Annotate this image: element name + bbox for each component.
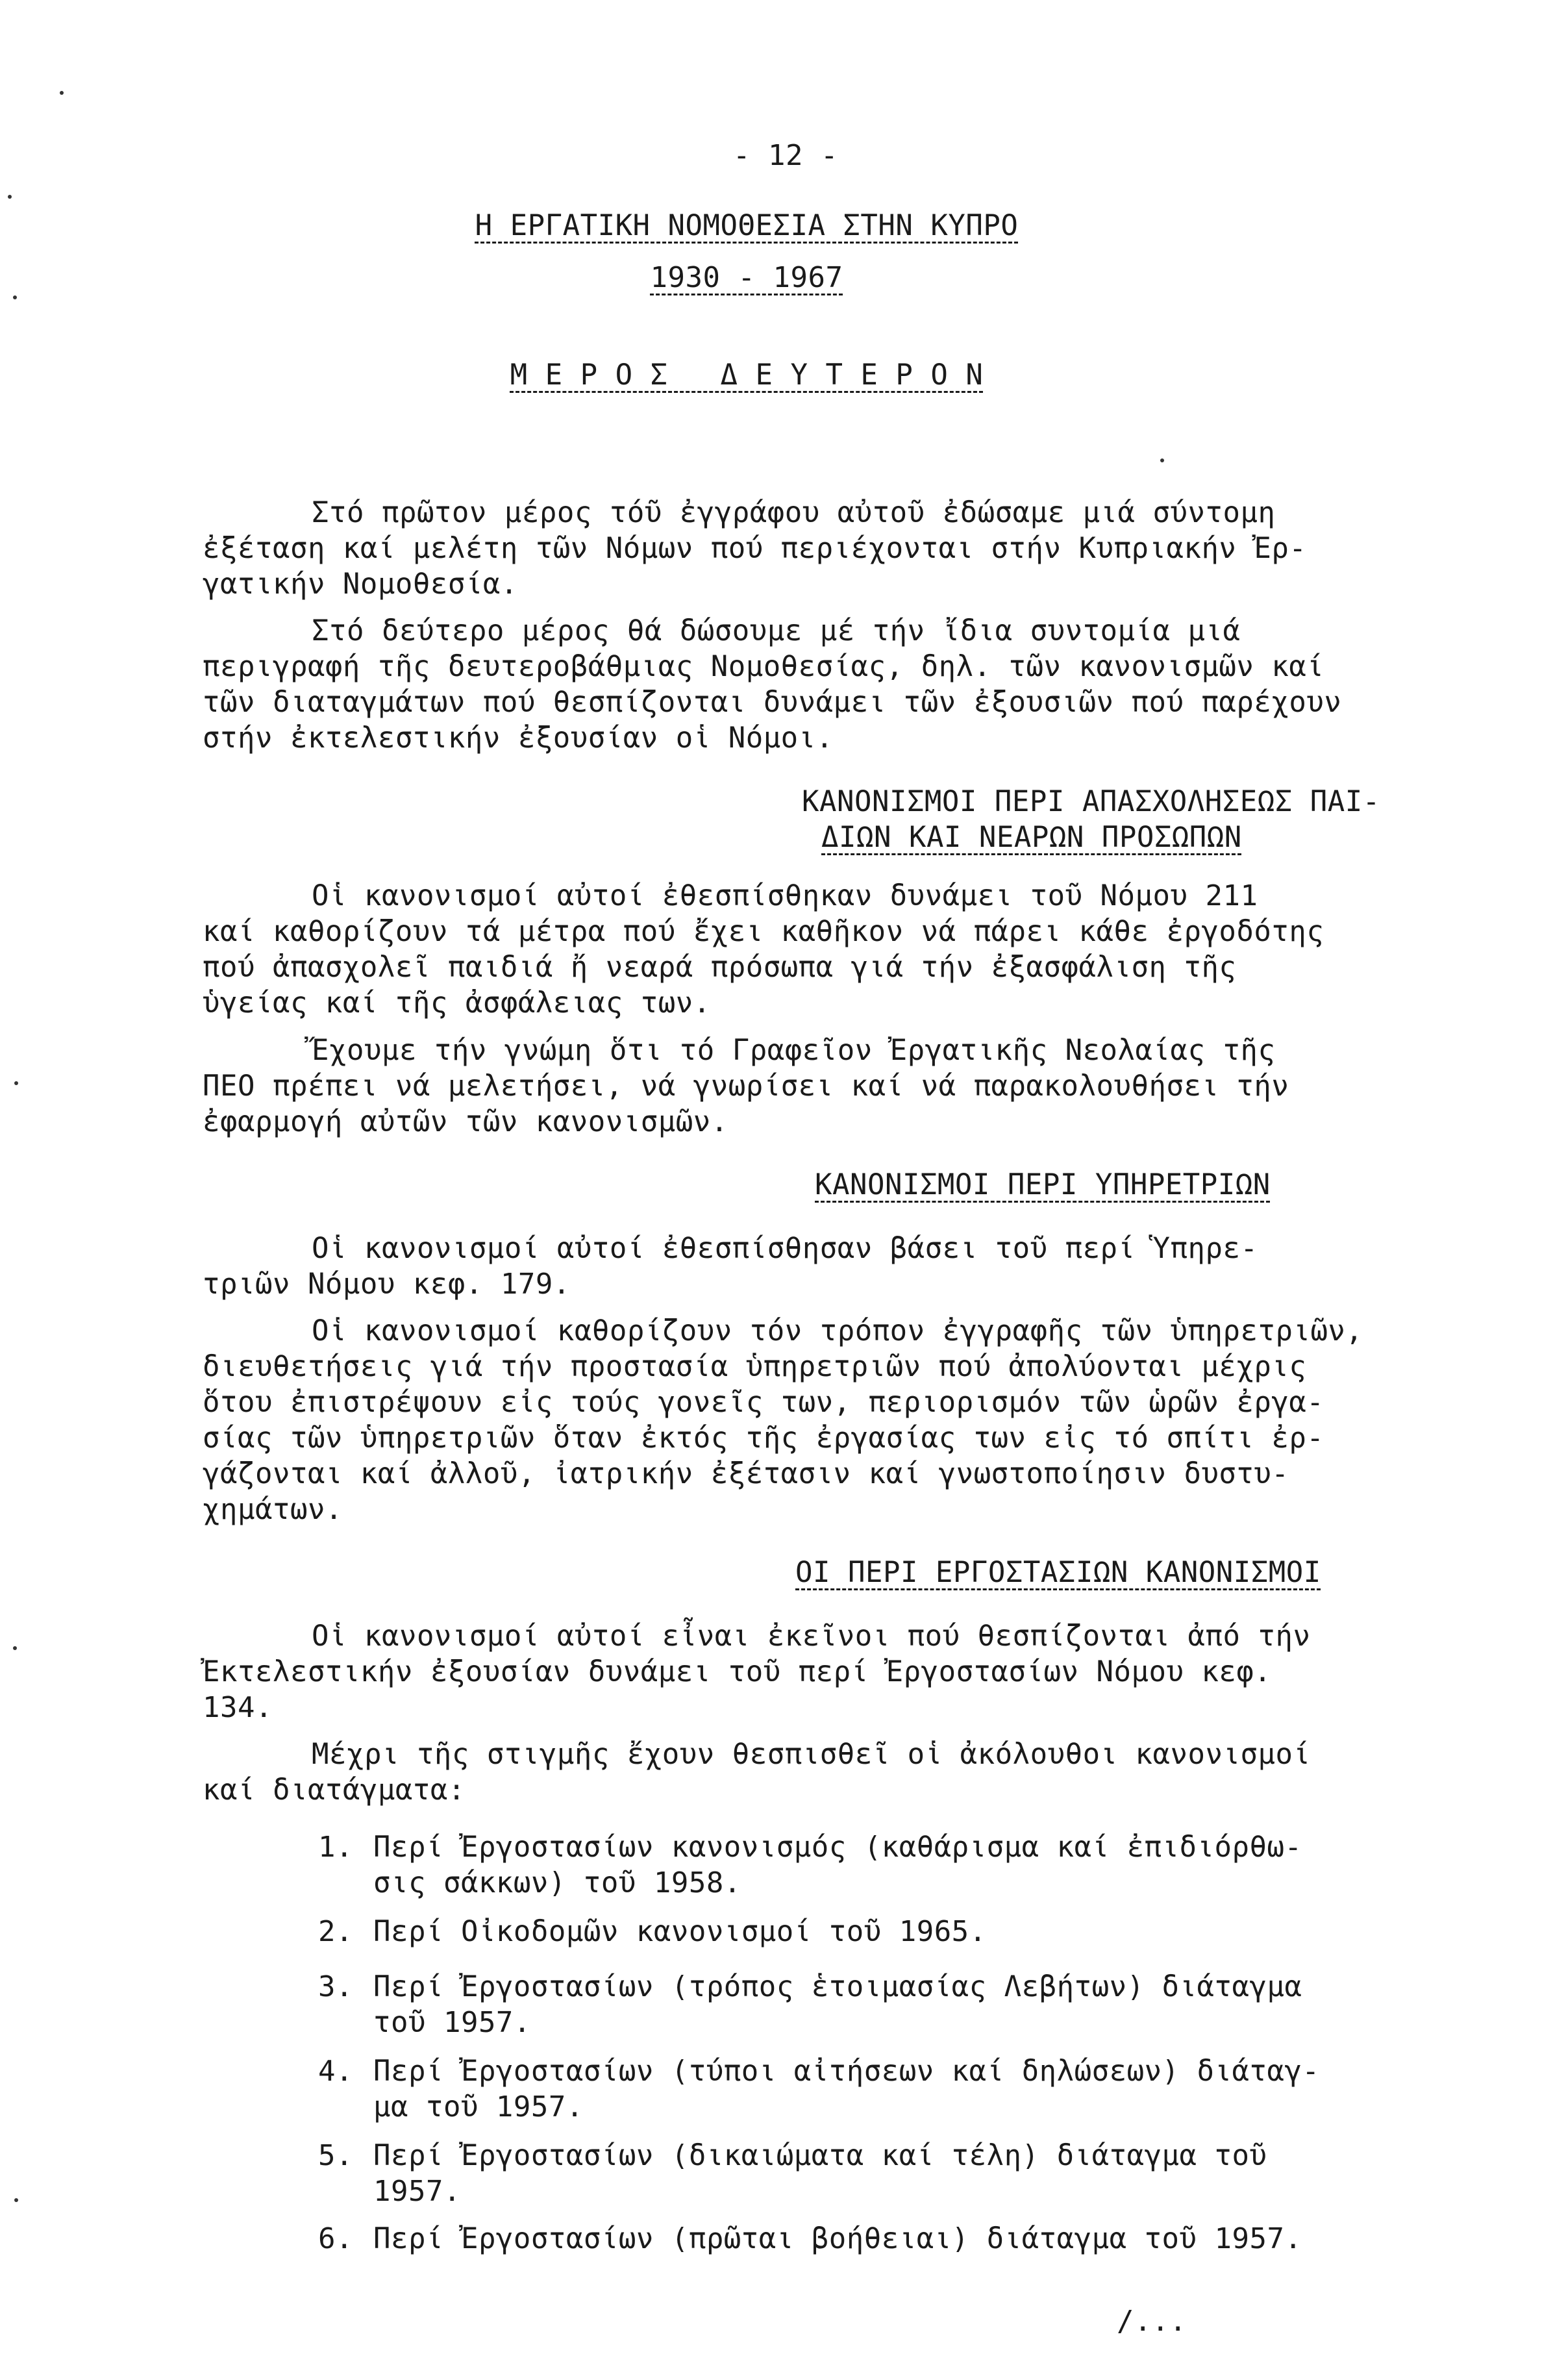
text-line: Μέχρι τῆς στιγμῆς ἔχουν θεσπισθεῖ οἱ ἀκόλουθοι κανονισμοί xyxy=(312,1738,1311,1771)
scan-speck xyxy=(14,2198,18,2202)
text-line: μα τοῦ 1957. xyxy=(373,2090,584,2123)
text-line: Οἱ κανονισμοί αὐτοί ἐθεσπίσθηκαν δυνάμει τοῦ Νόμου 211 xyxy=(312,879,1258,912)
text-line: τῶν διαταγμάτων πού θεσπίζονται δυνάμει τῶν ἐξουσιῶν πού παρέχουν xyxy=(203,686,1342,719)
section-heading: ΔΙΩΝ ΚΑΙ ΝΕΑΡΩΝ ΠΡΟΣΩΠΩΝ xyxy=(821,821,1242,854)
text-line: Περί Ἐργοστασίων (τύποι αἰτήσεων καί δηλώσεων) διάταγ- xyxy=(373,2055,1320,2088)
text-line: διευθετήσεις γιά τήν προστασία ὑπηρετριῶν πού ἀπολύονται μέχρις xyxy=(203,1350,1307,1383)
text-line: πού ἀπασχολεῖ παιδιά ἤ νεαρά πρόσωπα γιά τήν ἐξασφάλιση τῆς xyxy=(203,951,1237,984)
text-line: Οἱ κανονισμοί αὐτοί ἐθεσπίσθησαν βάσει τοῦ περί Ὑπηρε- xyxy=(312,1232,1258,1265)
text-line: 134. xyxy=(203,1691,273,1724)
part-heading: Μ Ε Ρ Ο Σ Δ Ε Υ Τ Ε Ρ Ο Ν xyxy=(510,358,984,392)
text-line: στήν ἐκτελεστικήν ἐξουσίαν οἱ Νόμοι. xyxy=(203,721,834,755)
section-heading: ΟΙ ΠΕΡΙ ΕΡΓΟΣΤΑΣΙΩΝ ΚΑΝΟΝΙΣΜΟΙ xyxy=(795,1556,1321,1589)
text-line: Οἱ κανονισμοί καθορίζουν τόν τρόπον ἐγγραφῆς τῶν ὑπηρετριῶν, xyxy=(312,1314,1363,1347)
text-line: ὑγείας καί τῆς ἀσφάλειας των. xyxy=(203,986,711,1020)
scan-speck xyxy=(60,91,64,95)
text-line: χημάτων. xyxy=(203,1493,343,1526)
text-line: Περί Ἐργοστασίων (τρόπος ἑτοιμασίας Λεβήτων) διάταγμα xyxy=(373,1970,1302,2003)
list-item-number: 4. xyxy=(318,2055,353,2088)
document-years: 1930 - 1967 xyxy=(650,261,843,294)
scan-speck xyxy=(13,295,17,299)
text-line: Περί Ἐργοστασίων κανονισμός (καθάρισμα καί ἐπιδιόρθω- xyxy=(373,1831,1302,1864)
text-line: ΠΕΟ πρέπει νά μελετήσει, νά γνωρίσει καί νά παρακολουθήσει τήν xyxy=(203,1070,1289,1103)
text-line: Περί Ἐργοστασίων (πρῶται βοήθειαι) διάταγμα τοῦ 1957. xyxy=(373,2222,1302,2255)
text-line: Ἔχουμε τήν γνώμη ὅτι τό Γραφεῖον Ἐργατικῆς Νεολαίας τῆς xyxy=(312,1034,1276,1067)
page-number: - 12 - xyxy=(733,139,838,172)
text-line: σις σάκκων) τοῦ 1958. xyxy=(373,1866,741,1899)
text-line: περιγραφή τῆς δευτεροβάθμιας Νομοθεσίας, δηλ. τῶν κανονισμῶν καί xyxy=(203,650,1324,683)
text-line: τριῶν Νόμου κεφ. 179. xyxy=(203,1268,571,1301)
text-line: 1957. xyxy=(373,2175,461,2208)
list-item-number: 2. xyxy=(318,1915,353,1948)
continuation-mark: /... xyxy=(1117,2305,1187,2338)
text-line: σίας τῶν ὑπηρετριῶν ὅταν ἐκτός τῆς ἐργασίας των εἰς τό σπίτι ἐρ- xyxy=(203,1422,1324,1455)
text-line: καί διατάγματα: xyxy=(203,1773,466,1807)
text-line: Περί Ἐργοστασίων (δικαιώματα καί τέλη) διάταγμα τοῦ xyxy=(373,2139,1267,2172)
text-line: Στό δεύτερο μέρος θά δώσουμε μέ τήν ἴδια συντομία μιά xyxy=(312,614,1241,647)
section-heading: ΚΑΝΟΝΙΣΜΟΙ ΠΕΡΙ ΑΠΑΣΧΟΛΗΣΕΩΣ ΠΑΙ- xyxy=(802,785,1380,818)
list-item-number: 5. xyxy=(318,2139,353,2172)
text-line: ἐφαρμογή αὐτῶν τῶν κανονισμῶν. xyxy=(203,1105,728,1138)
document-title: Η ΕΡΓΑΤΙΚΗ ΝΟΜΟΘΕΣΙΑ ΣΤΗΝ ΚΥΠΡΟ xyxy=(475,209,1019,242)
text-line: καί καθορίζουν τά μέτρα πού ἔχει καθῆκον νά πάρει κάθε ἐργοδότης xyxy=(203,915,1324,948)
text-line: Περί Οἰκοδομῶν κανονισμοί τοῦ 1965. xyxy=(373,1915,987,1948)
text-line: τοῦ 1957. xyxy=(373,2006,531,2039)
list-item-number: 3. xyxy=(318,1970,353,2003)
text-line: γάζονται καί ἀλλοῦ, ἰατρικήν ἐξέτασιν καί γνωστοποίησιν δυστυ- xyxy=(203,1457,1289,1490)
text-line: ὅτου ἐπιστρέψουν εἰς τούς γονεῖς των, περιορισμόν τῶν ὡρῶν ἐργα- xyxy=(203,1386,1324,1419)
scan-speck xyxy=(8,195,12,199)
text-line: ἐξέταση καί μελέτη τῶν Νόμων πού περιέχονται στήν Κυπριακήν Ἐρ- xyxy=(203,532,1307,565)
text-line: γατικήν Νομοθεσία. xyxy=(203,568,518,601)
list-item-number: 6. xyxy=(318,2222,353,2255)
scan-speck xyxy=(13,1646,17,1650)
list-item-number: 1. xyxy=(318,1831,353,1864)
section-heading: ΚΑΝΟΝΙΣΜΟΙ ΠΕΡΙ ΥΠΗΡΕΤΡΙΩΝ xyxy=(815,1168,1271,1201)
scan-speck xyxy=(1160,458,1164,462)
text-line: Ἐκτελεστικήν ἐξουσίαν δυνάμει τοῦ περί Ἐργοστασίων Νόμου κεφ. xyxy=(203,1655,1272,1688)
text-line: Στό πρῶτον μέρος τόῦ ἐγγράφου αὐτοῦ ἐδώσαμε μιά σύντομη xyxy=(312,496,1276,529)
text-line: Οἱ κανονισμοί αὐτοί εἶναι ἐκεῖνοι πού θεσπίζονται ἀπό τήν xyxy=(312,1620,1311,1653)
scan-speck xyxy=(14,1081,18,1085)
